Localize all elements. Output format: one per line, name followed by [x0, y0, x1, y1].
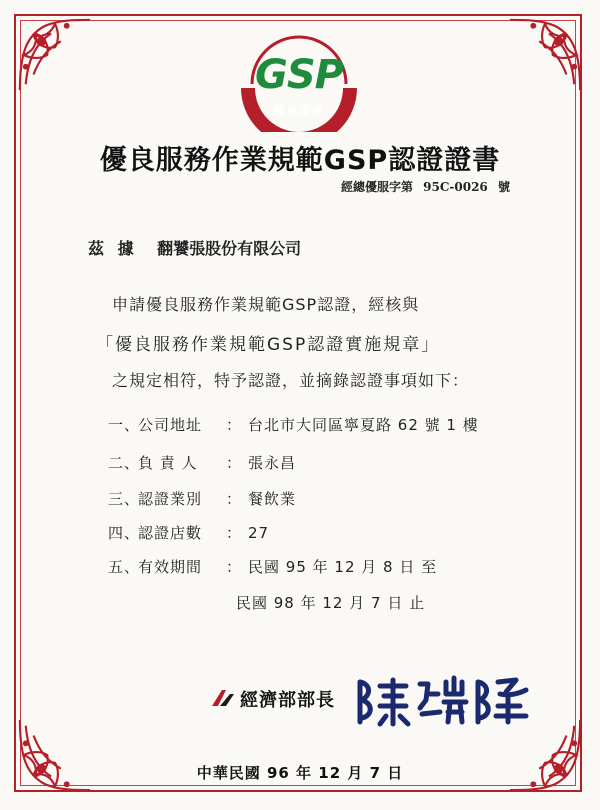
item-store-count	[108, 522, 269, 543]
item-value: 餐飲業	[248, 490, 297, 508]
corner-ornament-top-left	[16, 16, 94, 94]
item-index: 三、	[108, 490, 141, 508]
document-number	[341, 178, 510, 195]
issuer-title: 經濟部部長	[240, 690, 335, 711]
item-validity-period	[108, 556, 437, 577]
issuer-signature-area	[210, 672, 550, 732]
item-index: 四、	[108, 524, 141, 542]
corner-ornament-top-right	[506, 16, 584, 94]
item-colon: ：	[226, 524, 243, 542]
item-label: 公司地址	[138, 416, 203, 434]
certificate-title: 優良服務作業規範GSP認證證書	[99, 145, 501, 176]
logo-gsp-text: GSP	[255, 52, 343, 98]
issue-date: 中華民國 96 年 12 月 7 日	[196, 764, 404, 782]
doc-number-prefix: 經總優服字第	[340, 180, 413, 194]
item-index: 一、	[108, 416, 141, 434]
item-industry	[108, 488, 296, 509]
item-label: 負 責 人	[138, 454, 198, 472]
item-index: 二、	[108, 454, 141, 472]
item-value: 民國 95 年 12 月 8 日 至	[248, 558, 438, 576]
item-colon: ：	[226, 454, 243, 472]
minister-signature	[350, 672, 540, 728]
body-line-2: 「優良服務作業規範GSP認證實施規章」	[96, 335, 441, 355]
item-colon: ：	[226, 490, 243, 508]
item-colon: ：	[226, 416, 243, 434]
item-value: 張永昌	[248, 454, 297, 472]
company-name: 翻饕張股份有限公司	[157, 239, 302, 258]
item-colon: ：	[226, 558, 243, 576]
validity-end-date: 民國 98 年 12 月 7 日 止	[236, 594, 426, 612]
item-label: 認證業別	[138, 490, 203, 508]
body-line-1: 申請優良服務作業規範GSP認證，經核與	[112, 295, 420, 314]
body-line-3: 之規定相符，特予認證，並摘錄認證事項如下：	[112, 371, 470, 390]
doc-number-suffix: 號	[497, 180, 510, 194]
item-value: 台北市大同區寧夏路 62 號 1 樓	[248, 416, 479, 434]
company-lead: 茲 據	[88, 239, 138, 258]
item-responsible-person	[108, 452, 296, 473]
item-address	[108, 414, 479, 435]
gsp-logo	[238, 22, 360, 132]
item-value: 27	[248, 524, 270, 542]
ministry-emblem-icon	[210, 686, 236, 710]
item-label: 有效期間	[138, 558, 203, 576]
doc-number-value: 95C-0026	[423, 180, 488, 194]
company-line	[88, 236, 301, 259]
item-label: 認證店數	[138, 524, 203, 542]
item-index: 五、	[108, 558, 141, 576]
logo-subtitle: 優良服務	[273, 104, 325, 117]
